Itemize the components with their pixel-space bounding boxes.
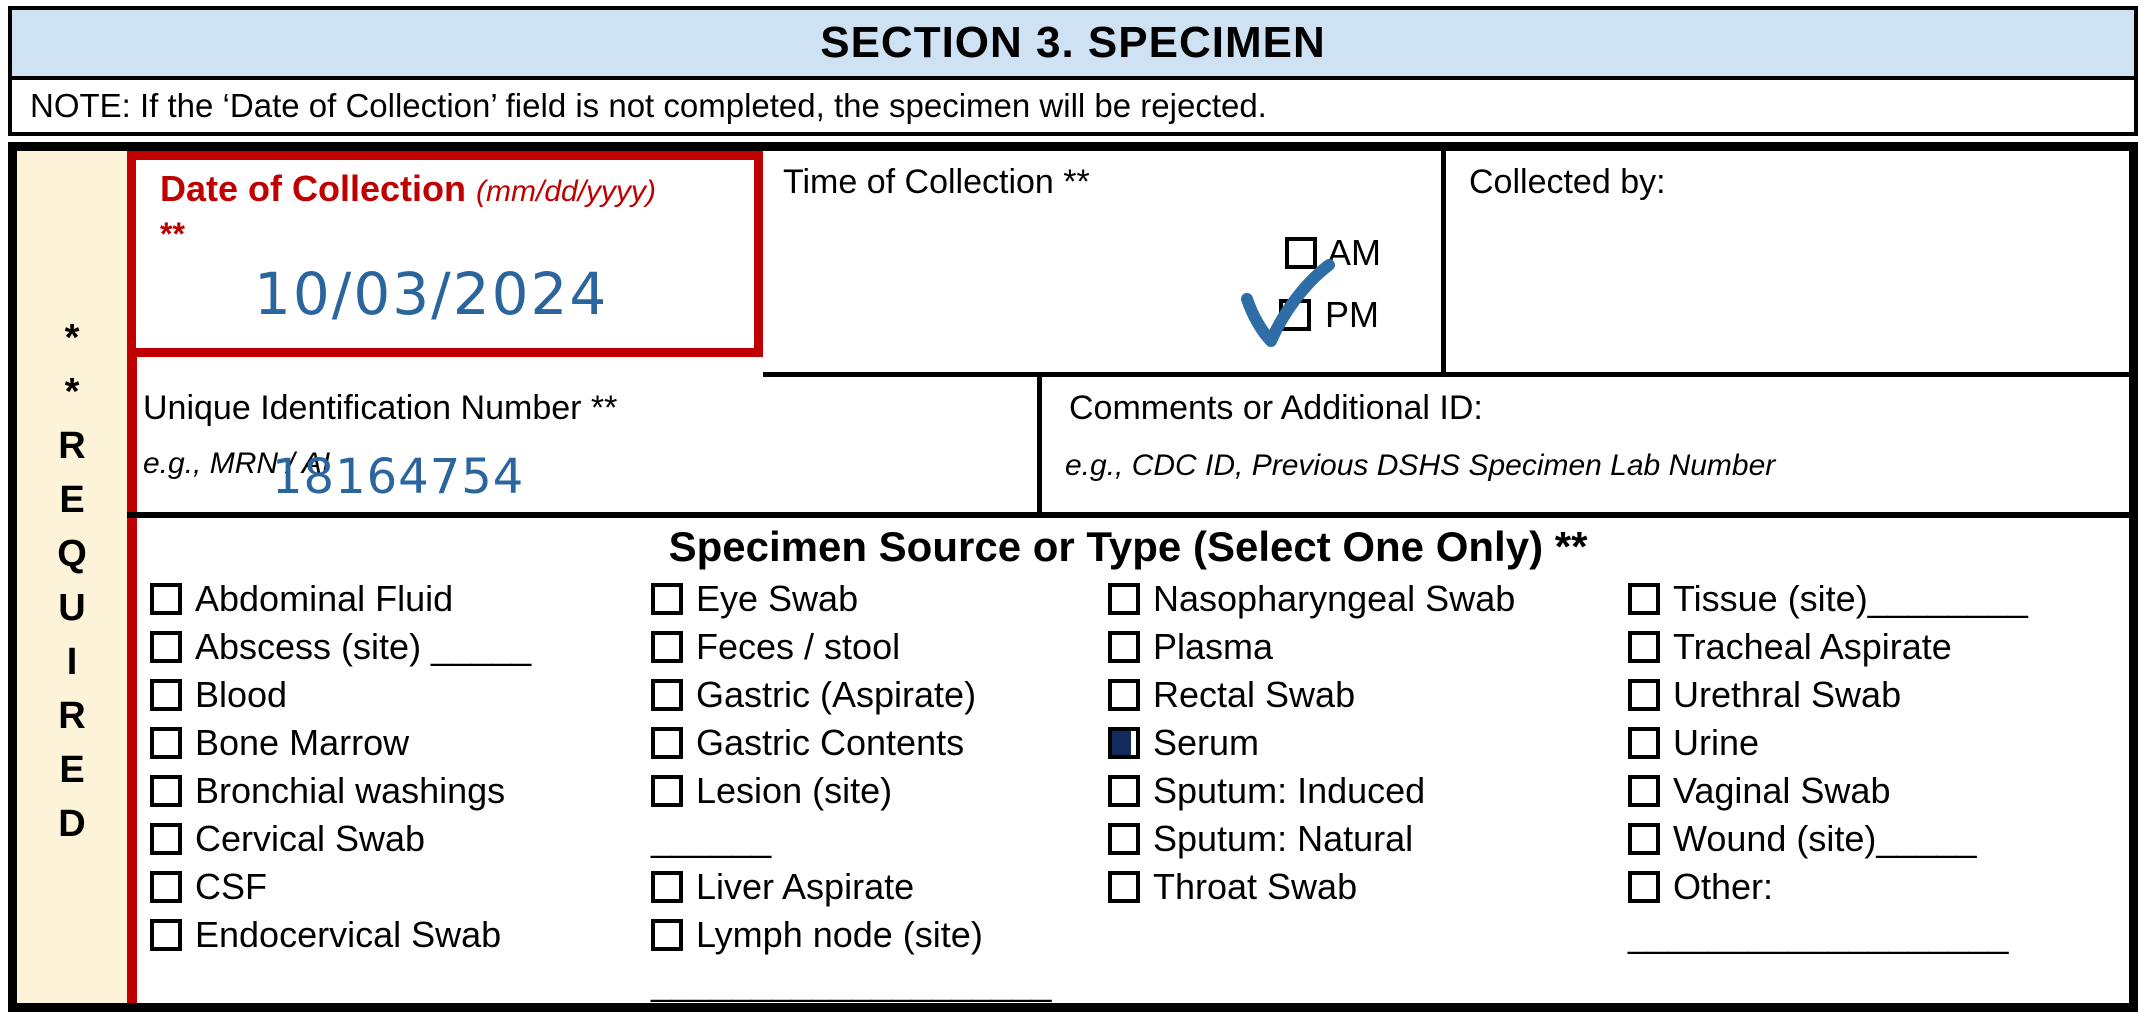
specimen-option-label-lesion-site: Lesion (site) [696,770,893,811]
checkbox-gastric-aspirate[interactable] [651,679,683,711]
specimen-option-label-urethral-swab: Urethral Swab [1673,674,1902,715]
specimen-option-row [651,623,1051,671]
specimen-option-row [150,815,531,863]
comments-hint: e.g., CDC ID, Previous DSHS Specimen Lab Number [1065,449,1776,482]
unique-id-input[interactable]: 18164754 [272,449,525,505]
checkbox-plasma[interactable] [1108,631,1140,663]
section-header [8,6,2138,136]
write-in-line-row [651,959,1051,1007]
rejection-note: NOTE: If the ‘Date of Collection’ field is not completed, the specimen will be rejected. [30,87,1267,124]
required-letter: D [58,803,86,845]
date-of-collection-input[interactable]: 10/03/2024 [254,260,609,328]
specimen-option-row [651,911,1051,959]
am-label: AM [1327,232,1381,273]
specimen-option-row [1108,671,1515,719]
required-letter: Q [57,533,87,575]
write-in-line-row [1628,911,2028,959]
specimen-option-row [1108,575,1515,623]
checkbox-blood[interactable] [150,679,182,711]
specimen-column-3 [1108,575,1515,911]
specimen-option-label-abscess-site: Abscess (site) _____ [195,626,532,667]
checkbox-sputum-natural[interactable] [1108,823,1140,855]
specimen-option-row [651,719,1051,767]
checkbox-urethral-swab[interactable] [1628,679,1660,711]
required-letter: R [58,695,86,737]
specimen-option-label-tissue-site: Tissue (site)________ [1673,578,2028,619]
checkbox-nasopharyngeal-swab[interactable] [1108,583,1140,615]
specimen-option-label-lymph-node-site: Lymph node (site) [696,914,983,955]
time-collected-divider [1441,151,1446,372]
specimen-option-row [1628,863,2028,911]
write-in-blank-line[interactable]: ____________________ [651,962,1052,1003]
required-letter: R [58,425,86,467]
checkbox-feces-stool[interactable] [651,631,683,663]
section-title: SECTION 3. SPECIMEN [12,10,2134,80]
specimen-option-row [1108,815,1515,863]
collected-by-label: Collected by: [1469,163,1666,201]
comments-label: Comments or Additional ID: [1069,389,1483,427]
row1-divider [763,372,2129,377]
required-asterisk: * [64,371,80,413]
required-sidebar [17,151,127,1003]
specimen-option-row [1628,815,2028,863]
specimen-option-row [651,863,1051,911]
specimen-option-row [651,575,1051,623]
specimen-option-label-csf: CSF [195,866,267,907]
specimen-option-label-cervical-swab: Cervical Swab [195,818,426,859]
specimen-column-2 [651,575,1051,1007]
specimen-option-label-rectal-swab: Rectal Swab [1153,674,1356,715]
checkbox-throat-swab[interactable] [1108,871,1140,903]
unique-id-label: Unique Identification Number ** [143,389,618,427]
specimen-body [8,142,2138,1012]
specimen-option-label-plasma: Plasma [1153,626,1274,667]
checkbox-wound-site[interactable] [1628,823,1660,855]
specimen-option-label-throat-swab: Throat Swab [1153,866,1358,907]
required-letter: E [59,479,85,521]
checkbox-gastric-contents[interactable] [651,727,683,759]
checkbox-lesion-site[interactable] [651,775,683,807]
specimen-option-row [1108,623,1515,671]
checkbox-bronchial-washings[interactable] [150,775,182,807]
unique-id-hint: e.g., MRN / AI [143,447,331,480]
time-of-collection-label: Time of Collection ** [783,163,1090,201]
specimen-option-label-tracheal-aspirate: Tracheal Aspirate [1673,626,1952,667]
checkbox-checked-serum[interactable] [1108,727,1140,759]
checkbox-bone-marrow[interactable] [150,727,182,759]
checkbox-vaginal-swab[interactable] [1628,775,1660,807]
pm-label: PM [1325,294,1379,335]
specimen-column-1 [150,575,531,959]
specimen-option-label-other: Other: [1673,866,1774,907]
specimen-option-label-sputum-natural: Sputum: Natural [1153,818,1414,859]
specimen-option-label-endocervical-swab: Endocervical Swab [195,914,502,955]
specimen-option-label-liver-aspirate: Liver Aspirate [696,866,915,907]
write-in-blank-line[interactable]: ___________________ [1628,914,2009,955]
date-format-hint: (mm/dd/yyyy) [476,175,657,208]
write-in-blank-line[interactable]: ______ [651,818,772,859]
required-letter: E [59,749,85,791]
specimen-option-label-gastric-contents: Gastric Contents [696,722,965,763]
specimen-option-row [1108,863,1515,911]
checkbox-tracheal-aspirate[interactable] [1628,631,1660,663]
checkbox-tissue-site[interactable] [1628,583,1660,615]
specimen-option-row [1628,623,2028,671]
specimen-option-label-sputum-induced: Sputum: Induced [1153,770,1426,811]
specimen-option-row [150,911,531,959]
checkbox-cervical-swab[interactable] [150,823,182,855]
specimen-option-row [150,671,531,719]
specimen-option-row [1628,575,2028,623]
required-vertical-label [17,319,127,843]
specimen-option-row [150,575,531,623]
specimen-option-row [1628,719,2028,767]
checkbox-sputum-induced[interactable] [1108,775,1140,807]
specimen-option-label-eye-swab: Eye Swab [696,578,859,619]
specimen-option-label-feces-stool: Feces / stool [696,626,901,667]
specimen-option-label-bone-marrow: Bone Marrow [195,722,410,763]
checkbox-eye-swab[interactable] [651,583,683,615]
specimen-option-row [1628,767,2028,815]
specimen-column-4 [1628,575,2028,959]
specimen-option-label-gastric-aspirate: Gastric (Aspirate) [696,674,977,715]
date-required-marker: ** [160,216,185,252]
specimen-option-label-bronchial-washings: Bronchial washings [195,770,506,811]
checkbox-csf[interactable] [150,871,182,903]
checkbox-other[interactable] [1628,871,1660,903]
pm-checkmark-icon [1239,259,1335,355]
specimen-option-label-serum: Serum [1153,722,1260,763]
specimen-option-row [1108,719,1515,767]
specimen-option-row [150,623,531,671]
specimen-option-row [1628,671,2028,719]
row2-divider [127,512,2129,518]
checkbox-endocervical-swab[interactable] [150,919,182,951]
specimen-option-row [651,671,1051,719]
required-letter: I [66,641,78,683]
specimen-source-title: Specimen Source or Type (Select One Only) ** [668,523,1588,570]
checkbox-rectal-swab[interactable] [1108,679,1140,711]
specimen-option-label-vaginal-swab: Vaginal Swab [1673,770,1891,811]
specimen-option-row [1108,767,1515,815]
uid-comments-divider [1037,377,1042,512]
specimen-option-label-blood: Blood [195,674,288,715]
checkbox-lymph-node-site[interactable] [651,919,683,951]
specimen-option-row [150,767,531,815]
specimen-option-label-abdominal-fluid: Abdominal Fluid [195,578,454,619]
date-of-collection-field [127,151,763,357]
specimen-option-label-nasopharyngeal-swab: Nasopharyngeal Swab [1153,578,1516,619]
specimen-option-label-urine: Urine [1673,722,1760,763]
specimen-option-label-wound-site: Wound (site)_____ [1673,818,1977,859]
required-letter: U [58,587,86,629]
date-of-collection-label [160,168,656,210]
checkbox-liver-aspirate[interactable] [651,871,683,903]
write-in-line-row [651,815,1051,863]
checkbox-abdominal-fluid[interactable] [150,583,182,615]
checkbox-abscess-site[interactable] [150,631,182,663]
checkbox-urine[interactable] [1628,727,1660,759]
specimen-option-row [150,863,531,911]
specimen-option-row [651,767,1051,815]
date-label-text: Date of Collection [160,168,467,209]
required-asterisk: * [64,317,80,359]
specimen-option-row [150,719,531,767]
